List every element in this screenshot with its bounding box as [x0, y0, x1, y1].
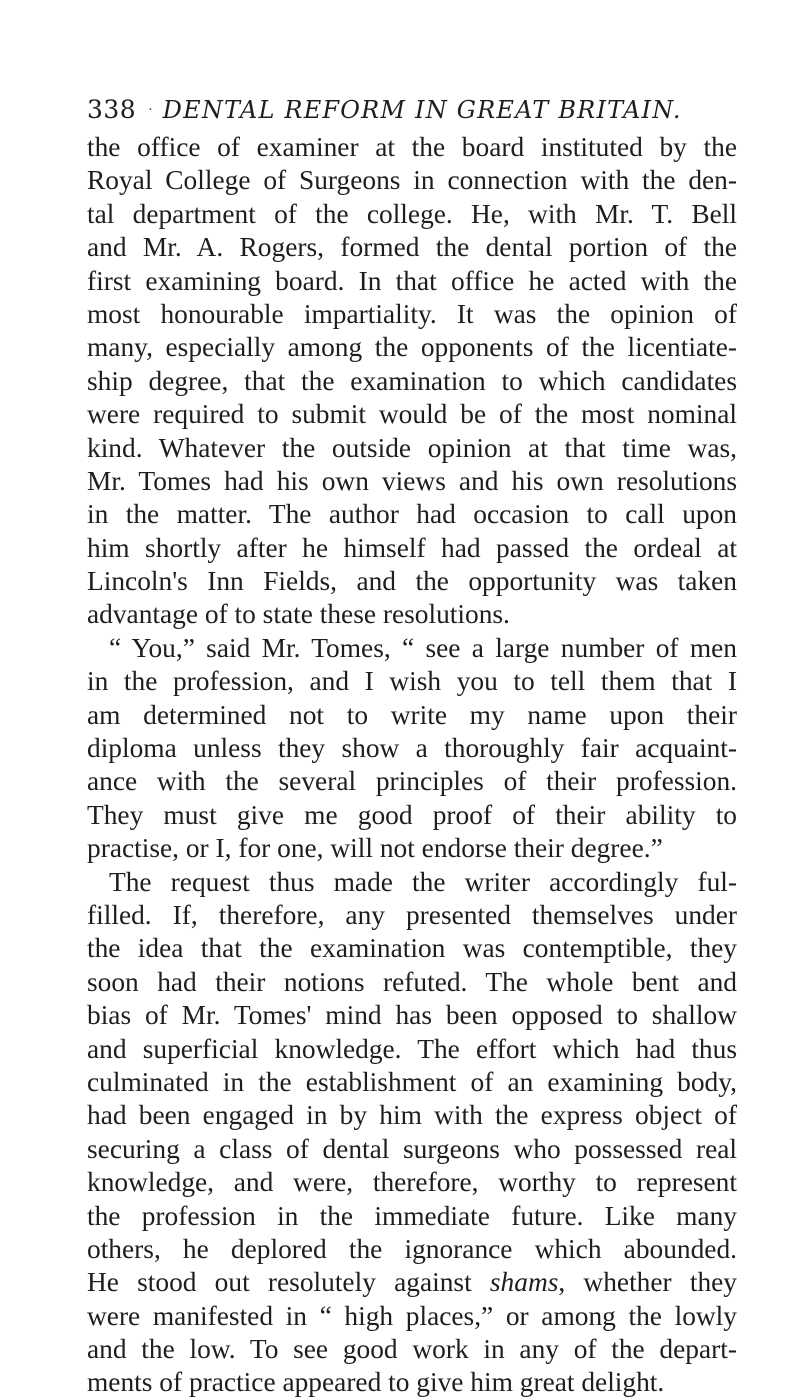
- header-separator: ·: [148, 102, 153, 118]
- text-line: Mr. Tomes had his own views and his own resolutions: [87, 465, 737, 496]
- text-line: the office of examiner at the board instituted by the: [87, 132, 737, 162]
- emphasized-word: shams: [489, 1267, 559, 1298]
- text-line: The request thus made the writer accordingly ful-: [109, 866, 737, 897]
- text-fragment: , whether they: [558, 1267, 738, 1298]
- text-line: kind. Whatever the outside opinion at that time was,: [87, 432, 737, 463]
- text-line: had been engaged in by him with the express object of: [87, 1100, 737, 1131]
- running-title: DENTAL REFORM IN GREAT BRITAIN.: [162, 96, 682, 124]
- text-line: ments of practice appeared to give him great delight.: [87, 1367, 665, 1398]
- text-line: many, especially among the opponents of the licentiate-: [87, 332, 737, 363]
- text-line: bias of Mr. Tomes' mind has been opposed to shallow: [87, 1000, 737, 1031]
- text-line: They must give me good proof of their ability to: [87, 799, 737, 830]
- text-line: Royal College of Surgeons in connection with the den-: [87, 165, 737, 196]
- text-line: “ You,” said Mr. Tomes, “ see a large number of men: [109, 632, 737, 663]
- text-line: tal department of the college. He, with Mr. T. Bell: [87, 198, 737, 229]
- text-line: were required to submit would be of the most nominal: [87, 399, 737, 430]
- text-line: ance with the several principles of their profession.: [87, 766, 737, 797]
- text-fragment: He stood out resolutely against: [87, 1267, 472, 1298]
- text-line: the idea that the examination was contemptible, they: [87, 933, 737, 964]
- text-line: and Mr. A. Rogers, formed the dental portion of the: [87, 232, 737, 263]
- text-line: practise, or I, for one, will not endorse their degree.”: [87, 833, 663, 864]
- text-line: most honourable impartiality. It was the opinion of: [87, 298, 737, 329]
- text-line: culminated in the establishment of an examining body,: [87, 1066, 737, 1097]
- text-line: first examining board. In that office he acted with the: [87, 265, 737, 296]
- text-line: were manifested in “ high places,” or among the lowly: [87, 1300, 737, 1331]
- text-line: and superficial knowledge. The effort which had thus: [87, 1033, 737, 1064]
- text-line: filled. If, therefore, any presented themselves under: [87, 899, 737, 930]
- text-line: advantage of to state these resolutions.: [87, 599, 510, 630]
- page-header: [87, 92, 682, 128]
- text-line: in the profession, and I wish you to tell them that I: [87, 666, 737, 697]
- text-line-with-emphasis: [87, 1266, 737, 1299]
- text-line: in the matter. The author had occasion to call upon: [87, 499, 737, 530]
- text-line: knowledge, and were, therefore, worthy to represent: [87, 1167, 737, 1198]
- text-line: ship degree, that the examination to which candidates: [87, 365, 737, 396]
- text-line: soon had their notions refuted. The whole bent and: [87, 966, 737, 997]
- text-line: diploma unless they show a thoroughly fair acquaint-: [87, 733, 737, 764]
- text-line: securing a class of dental surgeons who possessed real: [87, 1133, 737, 1164]
- page-number: 338: [87, 95, 137, 124]
- text-line: and the low. To see good work in any of the depart-: [87, 1334, 737, 1365]
- text-line: Lincoln's Inn Fields, and the opportunity was taken: [87, 566, 737, 597]
- text-line: him shortly after he himself had passed the ordeal at: [87, 532, 737, 563]
- body-text: [87, 131, 737, 1400]
- text-line: others, he deplored the ignorance which abounded.: [87, 1233, 737, 1264]
- text-line: the profession in the immediate future. Like many: [87, 1200, 737, 1231]
- text-line: am determined not to write my name upon their: [87, 699, 737, 730]
